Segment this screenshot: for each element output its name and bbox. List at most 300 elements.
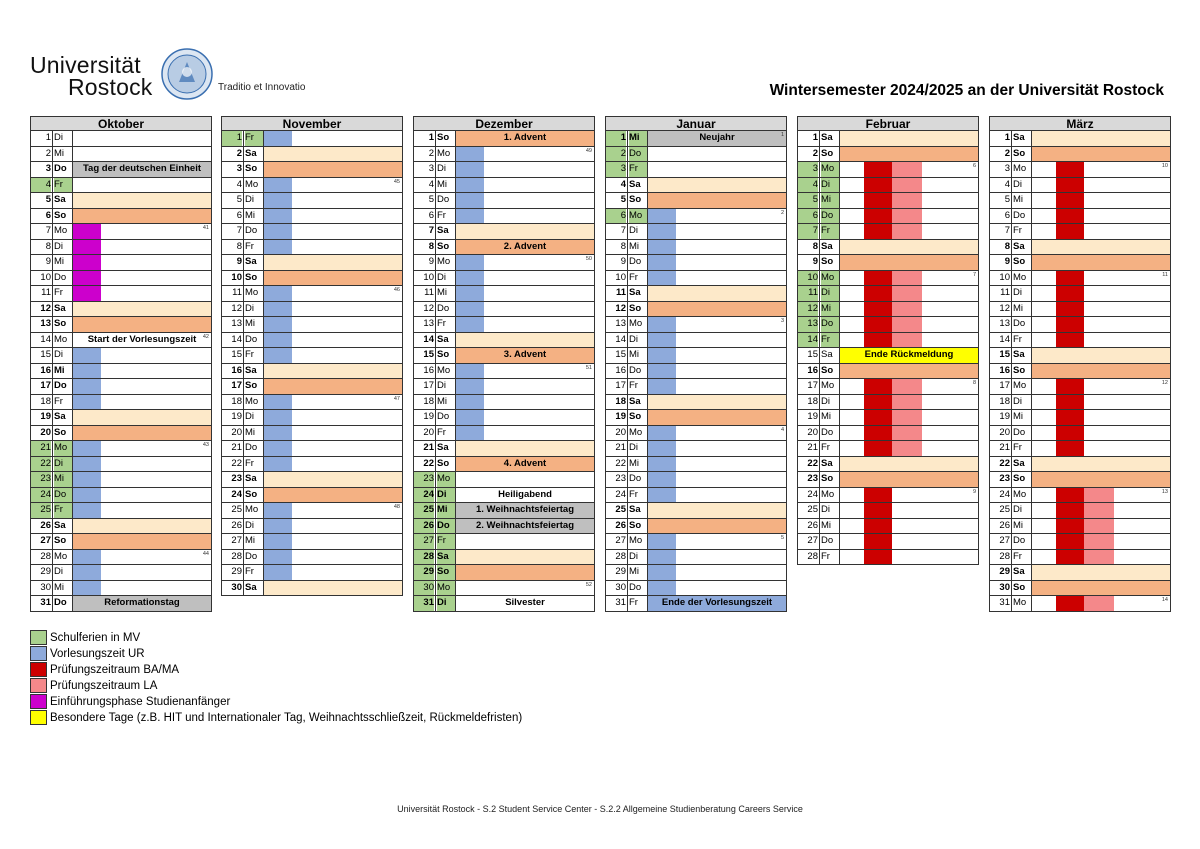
day-number: 27 <box>807 535 818 546</box>
weekday-label: Mo <box>245 178 259 190</box>
day-row <box>221 240 403 256</box>
day-event-cell <box>264 271 402 286</box>
exam-ba-ma-marker <box>864 534 892 549</box>
day-number: 8 <box>812 240 818 252</box>
lecture-period-marker <box>648 488 676 503</box>
weekday-label: Mi <box>54 364 65 376</box>
day-row <box>413 271 595 287</box>
month-header: Januar <box>605 116 787 131</box>
week-number: 7 <box>972 271 976 278</box>
day-number: 6 <box>428 209 434 221</box>
exam-la-marker <box>1084 503 1114 518</box>
day-row <box>989 457 1171 473</box>
day-number: 23 <box>31 472 51 487</box>
week-number: 1 <box>780 132 784 138</box>
lecture-period-marker <box>264 565 292 580</box>
weekday-label: Mi <box>629 457 640 469</box>
day-row <box>413 550 595 566</box>
day-row <box>413 302 595 318</box>
exam-ba-ma-marker <box>1056 178 1084 193</box>
day-row <box>413 457 595 473</box>
weekday-label: Mo <box>821 162 839 177</box>
weekday-label: Mi <box>437 395 448 407</box>
day-number: 10 <box>798 271 818 286</box>
day-row <box>605 519 787 535</box>
week-number: 46 <box>393 287 400 293</box>
weekday-label: Di <box>54 349 63 360</box>
weekday-label: So <box>629 519 642 531</box>
day-number: 3 <box>1004 163 1010 174</box>
day-row <box>30 147 212 163</box>
day-row <box>221 193 403 209</box>
week-number: 11 <box>1162 271 1168 278</box>
day-number: 19 <box>807 411 818 422</box>
day-number: 18 <box>423 395 434 407</box>
weekday-label: Di <box>629 225 638 236</box>
month-column <box>605 116 787 612</box>
day-row <box>413 410 595 426</box>
lecture-period-marker <box>648 550 676 565</box>
week-number: 49 <box>585 147 592 154</box>
lecture-period-marker <box>73 441 101 456</box>
day-number: 23 <box>999 473 1010 484</box>
month-header: November <box>221 116 403 131</box>
exam-ba-ma-marker <box>864 209 892 224</box>
weekday-label: Do <box>821 426 834 438</box>
day-event-cell <box>1032 271 1170 286</box>
weekday-label: Mi <box>54 472 72 487</box>
day-row <box>797 348 979 364</box>
day-event-cell <box>648 286 786 301</box>
exam-ba-ma-marker <box>1056 271 1084 286</box>
week-number: 6 <box>972 163 976 169</box>
weekday-label: Do <box>1013 209 1026 221</box>
day-number: 31 <box>40 597 51 608</box>
day-row <box>221 255 403 271</box>
day-number: 12 <box>798 302 818 317</box>
day-number: 4 <box>1004 178 1010 190</box>
day-number: 4 <box>428 178 434 190</box>
weekday-label: Fr <box>245 240 254 252</box>
day-row <box>30 441 212 457</box>
day-row <box>797 410 979 426</box>
lecture-period-marker <box>73 488 101 503</box>
day-number: 16 <box>40 364 51 376</box>
lecture-period-marker <box>264 441 292 456</box>
weekday-label: So <box>821 364 834 376</box>
day-row <box>30 255 212 271</box>
weekday-label: Di <box>54 457 72 472</box>
weekday-label: Do <box>245 550 258 562</box>
lecture-period-marker <box>456 193 484 208</box>
weekday-label: So <box>245 380 258 391</box>
legend-label: Prüfungszeitraum BA/MA <box>50 664 180 676</box>
day-event-cell <box>648 178 786 193</box>
weekday-label: Mi <box>629 131 647 146</box>
day-row <box>413 364 595 380</box>
day-row <box>221 271 403 287</box>
day-number: 23 <box>231 473 242 484</box>
day-row <box>413 209 595 225</box>
day-row <box>797 224 979 240</box>
weekday-label: Do <box>821 317 839 332</box>
exam-ba-ma-marker <box>1056 333 1084 348</box>
day-event-cell <box>456 333 594 348</box>
day-row <box>413 193 595 209</box>
day-row <box>413 488 595 504</box>
weekday-label: Fr <box>245 349 254 360</box>
day-event-cell <box>840 240 978 255</box>
exam-ba-ma-marker <box>1056 162 1084 177</box>
day-number: 19 <box>40 411 51 422</box>
day-number: 1 <box>45 132 51 143</box>
lecture-period-marker <box>456 147 484 162</box>
day-row <box>989 364 1171 380</box>
weekday-label: Mi <box>1013 519 1024 531</box>
day-row <box>605 534 787 550</box>
day-row <box>30 364 212 380</box>
lecture-period-marker <box>648 379 676 394</box>
lecture-period-marker <box>648 224 676 239</box>
lecture-period-marker <box>648 333 676 348</box>
lecture-period-marker <box>264 193 292 208</box>
legend-swatch <box>30 678 47 693</box>
day-row <box>605 565 787 581</box>
day-number: 30 <box>231 581 242 593</box>
day-row <box>797 271 979 287</box>
day-row <box>989 441 1171 457</box>
day-number: 17 <box>615 380 626 391</box>
lecture-period-marker <box>73 348 101 363</box>
day-number: 30 <box>615 581 626 593</box>
day-number: 11 <box>1000 287 1010 298</box>
day-row <box>797 302 979 318</box>
day-event-cell <box>1032 255 1170 270</box>
weekday-label: Sa <box>1013 132 1025 143</box>
day-number: 1 <box>606 131 626 146</box>
day-row <box>413 426 595 442</box>
day-event-cell <box>1032 209 1170 224</box>
lecture-period-marker <box>648 317 676 332</box>
day-row <box>989 255 1171 271</box>
day-number: 23 <box>807 473 818 484</box>
weekday-label: Mi <box>821 411 832 422</box>
day-event-label: Silvester <box>505 597 545 608</box>
weekday-label: Di <box>54 240 63 252</box>
lecture-period-marker <box>648 255 676 270</box>
weekday-label: Fr <box>54 503 72 518</box>
day-event-cell <box>840 550 978 565</box>
weekday-label: So <box>54 535 67 546</box>
weekday-label: Mi <box>437 178 448 190</box>
day-row <box>605 364 787 380</box>
day-row <box>221 302 403 318</box>
exam-la-marker <box>892 302 922 317</box>
day-number: 25 <box>414 503 434 518</box>
day-number: 3 <box>606 162 626 177</box>
day-number: 27 <box>414 534 434 549</box>
exam-la-marker <box>892 224 922 239</box>
day-row <box>797 162 979 178</box>
weekday-label: Mi <box>245 209 256 221</box>
day-row <box>989 333 1171 349</box>
day-event-cell <box>1032 333 1170 348</box>
day-number: 29 <box>615 566 626 577</box>
day-number: 14 <box>423 333 434 345</box>
day-number: 17 <box>40 380 51 391</box>
day-row <box>30 224 212 240</box>
weekday-label: Mi <box>1013 302 1024 314</box>
day-number: 4 <box>798 178 818 193</box>
day-row <box>605 162 787 178</box>
weekday-label: Do <box>629 581 642 593</box>
day-event-cell <box>1032 193 1170 208</box>
day-row <box>221 519 403 535</box>
day-row <box>605 286 787 302</box>
day-row <box>989 302 1171 318</box>
day-row <box>989 488 1171 504</box>
day-row <box>605 472 787 488</box>
lecture-period-marker <box>264 410 292 425</box>
day-number: 22 <box>999 457 1010 469</box>
day-event-label: 3. Advent <box>503 349 547 360</box>
lecture-period-marker <box>264 519 292 534</box>
day-event-cell <box>73 519 211 534</box>
weekday-label: Fr <box>1013 550 1022 562</box>
weekday-label: Fr <box>437 209 446 221</box>
weekday-label: Di <box>1013 178 1022 190</box>
day-number: 7 <box>428 225 434 236</box>
day-row <box>605 503 787 519</box>
day-number: 28 <box>999 550 1010 562</box>
day-event-cell <box>264 488 402 503</box>
legend-label: Besondere Tage (z.B. HIT und Internationaler Tag, Weihnachtsschließzeit, Rückmeldefristen) <box>50 712 523 724</box>
day-row <box>605 410 787 426</box>
day-event-cell <box>73 534 211 549</box>
day-event-label: 1. Weihnachtsfeiertag <box>475 504 575 515</box>
weekday-label: Sa <box>437 442 449 453</box>
weekday-label: Di <box>54 132 63 143</box>
weekday-label: Sa <box>245 364 257 376</box>
day-number: 28 <box>615 550 626 562</box>
day-row <box>221 131 403 147</box>
university-motto: Traditio et Innovatio <box>218 82 306 93</box>
exam-ba-ma-marker <box>864 302 892 317</box>
day-number: 12 <box>231 302 242 314</box>
day-row <box>797 550 979 566</box>
exam-ba-ma-marker <box>864 519 892 534</box>
day-number: 26 <box>615 519 626 531</box>
weekday-label: Sa <box>437 225 449 236</box>
week-number: 4 <box>780 426 784 433</box>
weekday-label: Di <box>54 566 63 577</box>
weekday-label: Do <box>437 194 450 205</box>
day-event-cell <box>73 193 211 208</box>
intro-phase-marker <box>73 255 101 270</box>
weekday-label: Do <box>437 302 450 314</box>
weekday-label: Sa <box>245 473 257 484</box>
day-row <box>221 162 403 178</box>
exam-la-marker <box>892 379 922 394</box>
lecture-period-marker <box>264 240 292 255</box>
day-event-cell <box>648 503 786 518</box>
day-number: 16 <box>807 364 818 376</box>
day-event-label: 1. Advent <box>503 132 547 143</box>
day-event-cell <box>73 410 211 425</box>
week-number: 14 <box>1161 597 1168 603</box>
day-number: 18 <box>231 395 242 407</box>
day-event-label: Ende der Vorlesungszeit <box>661 597 773 608</box>
weekday-label: Do <box>629 256 642 267</box>
day-row <box>30 286 212 302</box>
lecture-period-marker <box>73 472 101 487</box>
exam-ba-ma-marker <box>864 271 892 286</box>
day-event-cell <box>1032 131 1170 146</box>
exam-ba-ma-marker <box>1056 596 1084 611</box>
day-row <box>413 534 595 550</box>
lecture-period-marker <box>648 426 676 441</box>
day-event-cell <box>648 147 786 162</box>
day-event-cell <box>1032 395 1170 410</box>
day-number: 21 <box>615 442 626 453</box>
exam-ba-ma-marker <box>1056 550 1084 565</box>
legend-swatch <box>30 710 47 725</box>
day-row <box>797 441 979 457</box>
lecture-period-marker <box>264 224 292 239</box>
university-seal-icon <box>161 48 213 100</box>
day-row <box>413 441 595 457</box>
day-number: 19 <box>615 411 626 422</box>
day-number: 20 <box>615 426 626 438</box>
lecture-period-marker <box>264 395 292 410</box>
university-name-line2: Rostock <box>68 74 153 100</box>
weekday-label: Mo <box>821 271 839 286</box>
day-number: 7 <box>45 225 51 236</box>
day-number: 29 <box>414 565 434 580</box>
day-row <box>605 317 787 333</box>
day-row <box>221 147 403 163</box>
day-row <box>413 333 595 349</box>
weekday-label: Mo <box>54 333 68 345</box>
day-row <box>989 317 1171 333</box>
weekday-label: Di <box>437 163 446 174</box>
day-number: 10 <box>423 271 434 283</box>
weekday-label: Mo <box>1013 488 1027 500</box>
day-row <box>221 333 403 349</box>
weekday-label: Mi <box>245 426 256 438</box>
weekday-label: Do <box>245 442 258 453</box>
weekday-label: Mo <box>629 535 643 546</box>
day-number: 21 <box>999 442 1010 453</box>
exam-ba-ma-marker <box>1056 286 1084 301</box>
exam-ba-ma-marker <box>1056 317 1084 332</box>
weekday-label: Fr <box>629 597 638 608</box>
weekday-label: Mo <box>1013 597 1027 608</box>
weekday-label: Mi <box>437 503 455 518</box>
day-number: 10 <box>40 271 51 283</box>
lecture-period-marker <box>456 162 484 177</box>
day-event-cell <box>73 426 211 441</box>
day-number: 27 <box>615 535 626 546</box>
day-row <box>30 472 212 488</box>
weekday-label: So <box>629 302 642 314</box>
weekday-label: Sa <box>821 349 833 360</box>
day-row <box>413 581 595 597</box>
day-row <box>413 240 595 256</box>
exam-ba-ma-marker <box>864 333 892 348</box>
day-number: 20 <box>40 426 51 438</box>
day-event-label: Ende Rückmeldung <box>864 349 954 360</box>
day-row <box>989 472 1171 488</box>
weekday-label: So <box>629 411 642 422</box>
exam-la-marker <box>892 317 922 332</box>
lecture-period-marker <box>456 364 484 379</box>
day-row <box>30 271 212 287</box>
day-number: 3 <box>236 163 242 174</box>
day-row <box>221 457 403 473</box>
day-row <box>989 271 1171 287</box>
weekday-label: So <box>245 271 258 283</box>
day-row <box>221 581 403 597</box>
weekday-label: Di <box>821 395 830 407</box>
day-row <box>221 550 403 566</box>
day-event-cell <box>1032 178 1170 193</box>
week-number: 43 <box>202 442 209 448</box>
page-footer: Universität Rostock - S.2 Student Service Center - S.2.2 Allgemeine Studienberatung Careers Service <box>397 804 803 814</box>
day-row <box>221 286 403 302</box>
day-number: 28 <box>807 550 818 562</box>
day-row <box>221 178 403 194</box>
day-event-label: Tag der deutschen Einheit <box>82 163 202 174</box>
weekday-label: Sa <box>1013 566 1025 577</box>
day-number: 24 <box>807 488 818 500</box>
day-event-cell <box>1032 441 1170 456</box>
weekday-label: Do <box>821 535 834 546</box>
day-number: 24 <box>414 488 434 503</box>
day-event-cell <box>456 472 594 487</box>
lecture-period-marker <box>264 209 292 224</box>
day-row <box>989 209 1171 225</box>
day-event-cell <box>264 162 402 177</box>
day-event-cell <box>648 302 786 317</box>
weekday-label: Di <box>629 550 638 562</box>
day-event-cell <box>456 581 594 596</box>
day-row <box>797 379 979 395</box>
month-column <box>221 116 403 596</box>
day-number: 1 <box>222 131 242 146</box>
weekday-label: Mi <box>629 566 640 577</box>
day-number: 21 <box>423 442 434 453</box>
day-event-cell <box>648 193 786 208</box>
weekday-label: Mo <box>437 472 455 487</box>
day-number: 22 <box>423 457 434 469</box>
lecture-period-marker <box>264 503 292 518</box>
day-row <box>413 131 595 147</box>
day-number: 1 <box>812 132 818 143</box>
day-number: 31 <box>615 597 626 608</box>
day-event-cell <box>264 147 402 162</box>
day-row <box>989 426 1171 442</box>
lecture-period-marker <box>456 209 484 224</box>
lecture-period-marker <box>648 364 676 379</box>
weekday-label: Fr <box>821 442 830 453</box>
lecture-period-marker <box>456 255 484 270</box>
weekday-label: Sa <box>437 333 449 345</box>
day-event-cell <box>840 255 978 270</box>
day-row <box>413 255 595 271</box>
weekday-label: Di <box>1013 395 1022 407</box>
weekday-label: So <box>1013 147 1026 159</box>
